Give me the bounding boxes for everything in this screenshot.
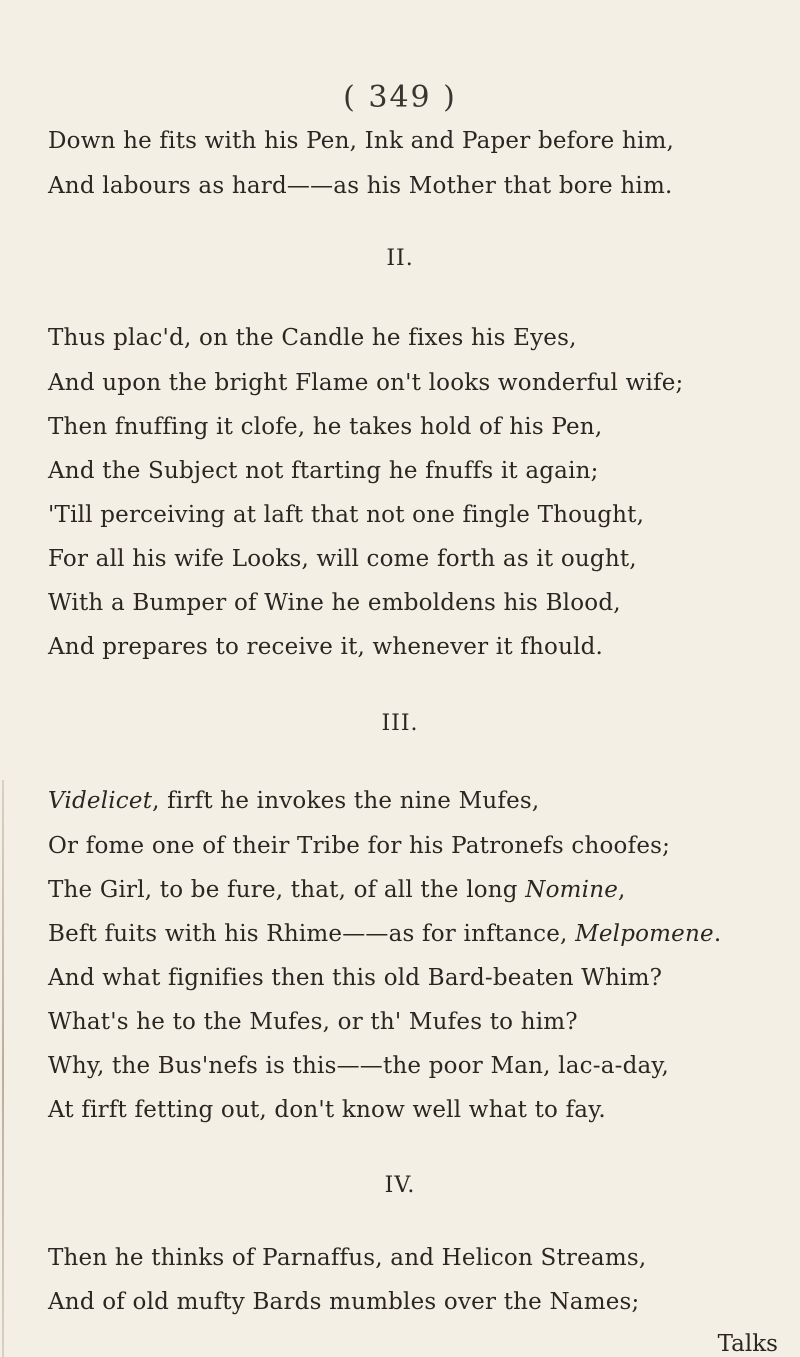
stanza-numeral: III. xyxy=(381,711,419,736)
verse-line-text: , firft he invokes the nine Mufes, xyxy=(152,788,540,814)
verse-line: Down he fits with his Pen, Ink and Paper before him, xyxy=(48,128,675,154)
page-number-header xyxy=(0,80,800,115)
latin-word: Nomine xyxy=(525,877,619,903)
catchword: Talks xyxy=(717,1331,778,1357)
verse-line: And of old mufty Bards mumbles over the Names; xyxy=(48,1289,640,1315)
verse-line: What's he to the Mufes, or th' Mufes to him? xyxy=(48,1009,578,1035)
punctuation: , xyxy=(618,877,626,903)
page-edge-shadow xyxy=(2,780,4,1357)
verse-line: And prepares to receive it, whenever it fhould. xyxy=(48,634,604,660)
stanza-numeral: II. xyxy=(386,246,414,271)
verse-line: With a Bumper of Wine he emboldens his Blood, xyxy=(48,590,621,616)
punctuation: . xyxy=(713,921,722,947)
verse-line: Or fome one of their Tribe for his Patronefs choofes; xyxy=(48,833,671,859)
verse-line xyxy=(48,790,788,813)
verse-line xyxy=(48,879,788,902)
verse-line xyxy=(48,923,788,946)
verse-line: And labours as hard——as his Mother that bore him. xyxy=(48,173,673,199)
verse-line: Why, the Bus'nefs is this——the poor Man, lac-a-day, xyxy=(48,1053,670,1079)
verse-line: Thus plac'd, on the Candle he fixes his Eyes, xyxy=(48,325,577,351)
verse-line-text: Beft fuits with his Rhime——as for inftance, xyxy=(48,921,576,947)
verse-line: Then fnuffing it clofe, he takes hold of his Pen, xyxy=(48,414,603,440)
page-number-close-paren: ) xyxy=(443,80,457,115)
muse-name: Melpomene xyxy=(575,921,714,947)
stanza-numeral: IV. xyxy=(384,1173,416,1198)
verse-line: And what fignifies then this old Bard-beaten Whim? xyxy=(48,965,663,991)
verse-line: Then he thinks of Parnaffus, and Helicon Streams, xyxy=(48,1245,647,1271)
verse-line: At firft fetting out, don't know well what to fay. xyxy=(48,1097,606,1123)
verse-line: For all his wife Looks, will come forth as it ought, xyxy=(48,546,637,572)
verse-line: And upon the bright Flame on't looks wonderful wife; xyxy=(48,370,684,396)
page-number-open-paren: ( xyxy=(343,80,357,115)
verse-line-text: The Girl, to be fure, that, of all the long xyxy=(48,877,526,903)
verse-line: And the Subject not ftarting he fnuffs it again; xyxy=(48,458,599,484)
verse-line: 'Till perceiving at laft that not one fingle Thought, xyxy=(48,502,645,528)
latin-word: Videlicet xyxy=(48,788,153,814)
page-number: 349 xyxy=(368,80,432,115)
